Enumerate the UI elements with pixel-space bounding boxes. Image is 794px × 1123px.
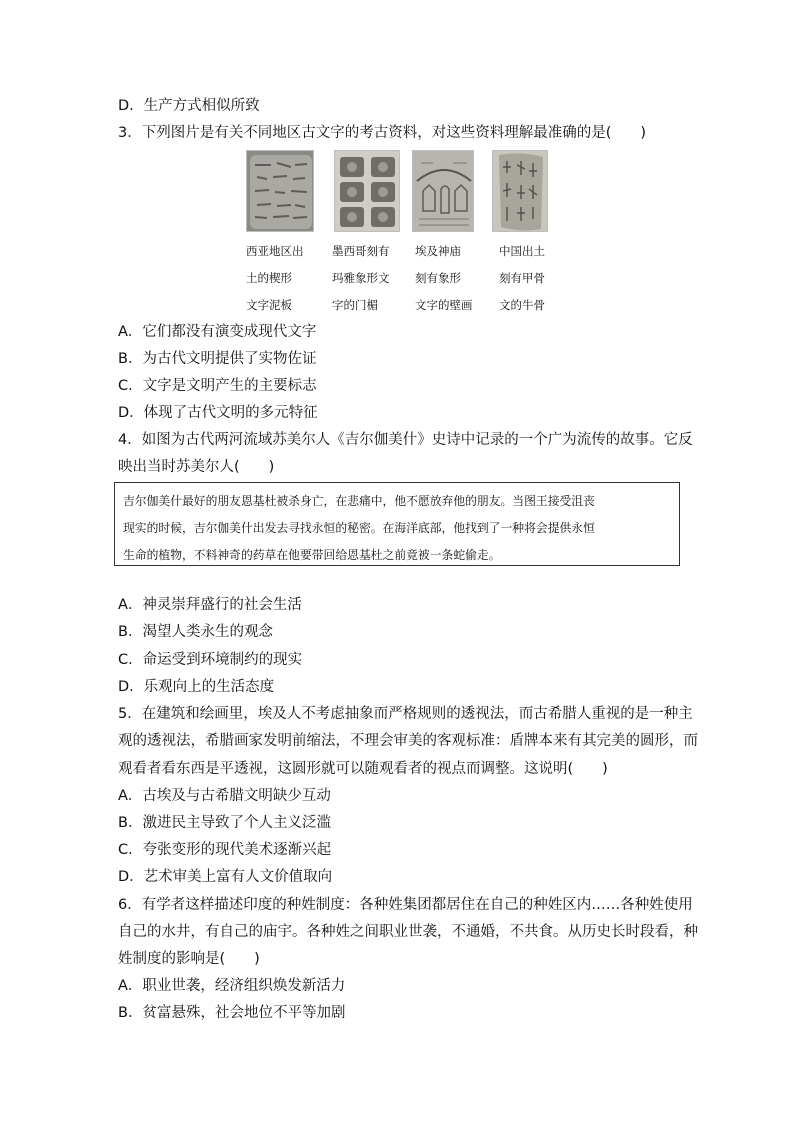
caption-cuneiform-2: 土的楔形	[246, 271, 292, 285]
question-4-stem-line-1: 4．如图为古代两河流域苏美尔人《吉尔伽美什》史诗中记录的一个广为流传的故事。它反	[118, 432, 693, 448]
egypt-temple-mural-image	[412, 150, 474, 232]
option-q4-c: C．命运受到环境制约的现实	[118, 652, 303, 668]
question-5-stem-line-3: 观看者看东西是平透视，这圆形就可以随观看者的视点而调整。这说明( )	[118, 761, 608, 777]
caption-egypt-3: 文字的壁画	[415, 298, 473, 312]
option-q4-d: D．乐观向上的生活态度	[118, 679, 275, 695]
option-q5-d: D．艺术审美上富有人文价值取向	[118, 869, 333, 885]
question-6-stem-line-1: 6．有学者这样描述印度的种姓制度：各种姓集团都居住在自己的种姓区内……各种姓使用	[118, 897, 693, 913]
option-q6-a: A．职业世袭，经济组织焕发新活力	[118, 978, 346, 994]
option-q2-d: D．生产方式相似所致	[118, 98, 260, 114]
question-5-stem-line-1: 5．在建筑和绘画里，埃及人不考虑抽象而严格规则的透视法，而古希腊人重视的是一种主	[118, 706, 693, 722]
caption-egypt-1: 埃及神庙	[415, 244, 461, 258]
cuneiform-tablet-image	[246, 150, 314, 232]
caption-maya-3: 字的门楣	[332, 298, 378, 312]
option-q3-d: D．体现了古代文明的多元特征	[118, 405, 318, 421]
caption-cuneiform-3: 文字泥板	[246, 298, 292, 312]
caption-maya-2: 玛雅象形文	[332, 271, 390, 285]
gilgamesh-story-box	[114, 482, 680, 566]
story-line-2: 现实的时候，吉尔伽美什出发去寻找永恒的秘密。在海洋底部，他找到了一种将会提供永恒	[123, 521, 595, 535]
question-5-stem-line-2: 观的透视法，希腊画家发明前缩法，不理会审美的客观标准：盾牌本来有其完美的圆形，而	[118, 733, 698, 749]
option-q3-a: A．它们都没有演变成现代文字	[118, 324, 317, 340]
maya-lintel-image	[334, 150, 400, 232]
option-q4-a: A．神灵崇拜盛行的社会生活	[118, 597, 302, 613]
story-line-1: 吉尔伽美什最好的朋友恩基杜被杀身亡，在悲痛中，他不愿放弃他的朋友。当图王接受沮丧	[123, 494, 595, 508]
question-4-stem-line-2: 映出当时苏美尔人( )	[118, 459, 275, 475]
question-3-stem: 3．下列图片是有关不同地区古文字的考古资料，对这些资料理解最准确的是( )	[118, 125, 647, 141]
artifact-images	[246, 150, 556, 232]
caption-oracle-3: 文的牛骨	[499, 298, 545, 312]
question-6-stem-line-2: 自己的水井，有自己的庙宇。各种姓之间职业世袭，不通婚，不共食。从历史长时段看，种	[118, 924, 698, 940]
option-q3-b: B．为古代文明提供了实物佐证	[118, 351, 317, 367]
oracle-bone-image	[492, 150, 548, 232]
caption-maya-1: 墨西哥刻有	[332, 244, 390, 258]
question-6-stem-line-3: 姓制度的影响是( )	[118, 951, 260, 967]
option-q5-c: C．夸张变形的现代美术逐渐兴起	[118, 842, 332, 858]
caption-oracle-1: 中国出土	[499, 244, 545, 258]
option-q5-a: A．古埃及与古希腊文明缺少互动	[118, 788, 331, 804]
option-q6-b: B．贫富悬殊，社会地位不平等加剧	[118, 1005, 346, 1021]
caption-egypt-2: 刻有象形	[415, 271, 461, 285]
option-q5-b: B．激进民主导致了个人主义泛滥	[118, 815, 331, 831]
caption-oracle-2: 刻有甲骨	[499, 271, 545, 285]
story-line-3: 生命的植物，不料神奇的药草在他要带回给恩基杜之前竟被一条蛇偷走。	[123, 548, 501, 562]
caption-cuneiform-1: 西亚地区出	[246, 244, 304, 258]
option-q4-b: B．渴望人类永生的观念	[118, 624, 273, 640]
option-q3-c: C．文字是文明产生的主要标志	[118, 378, 317, 394]
